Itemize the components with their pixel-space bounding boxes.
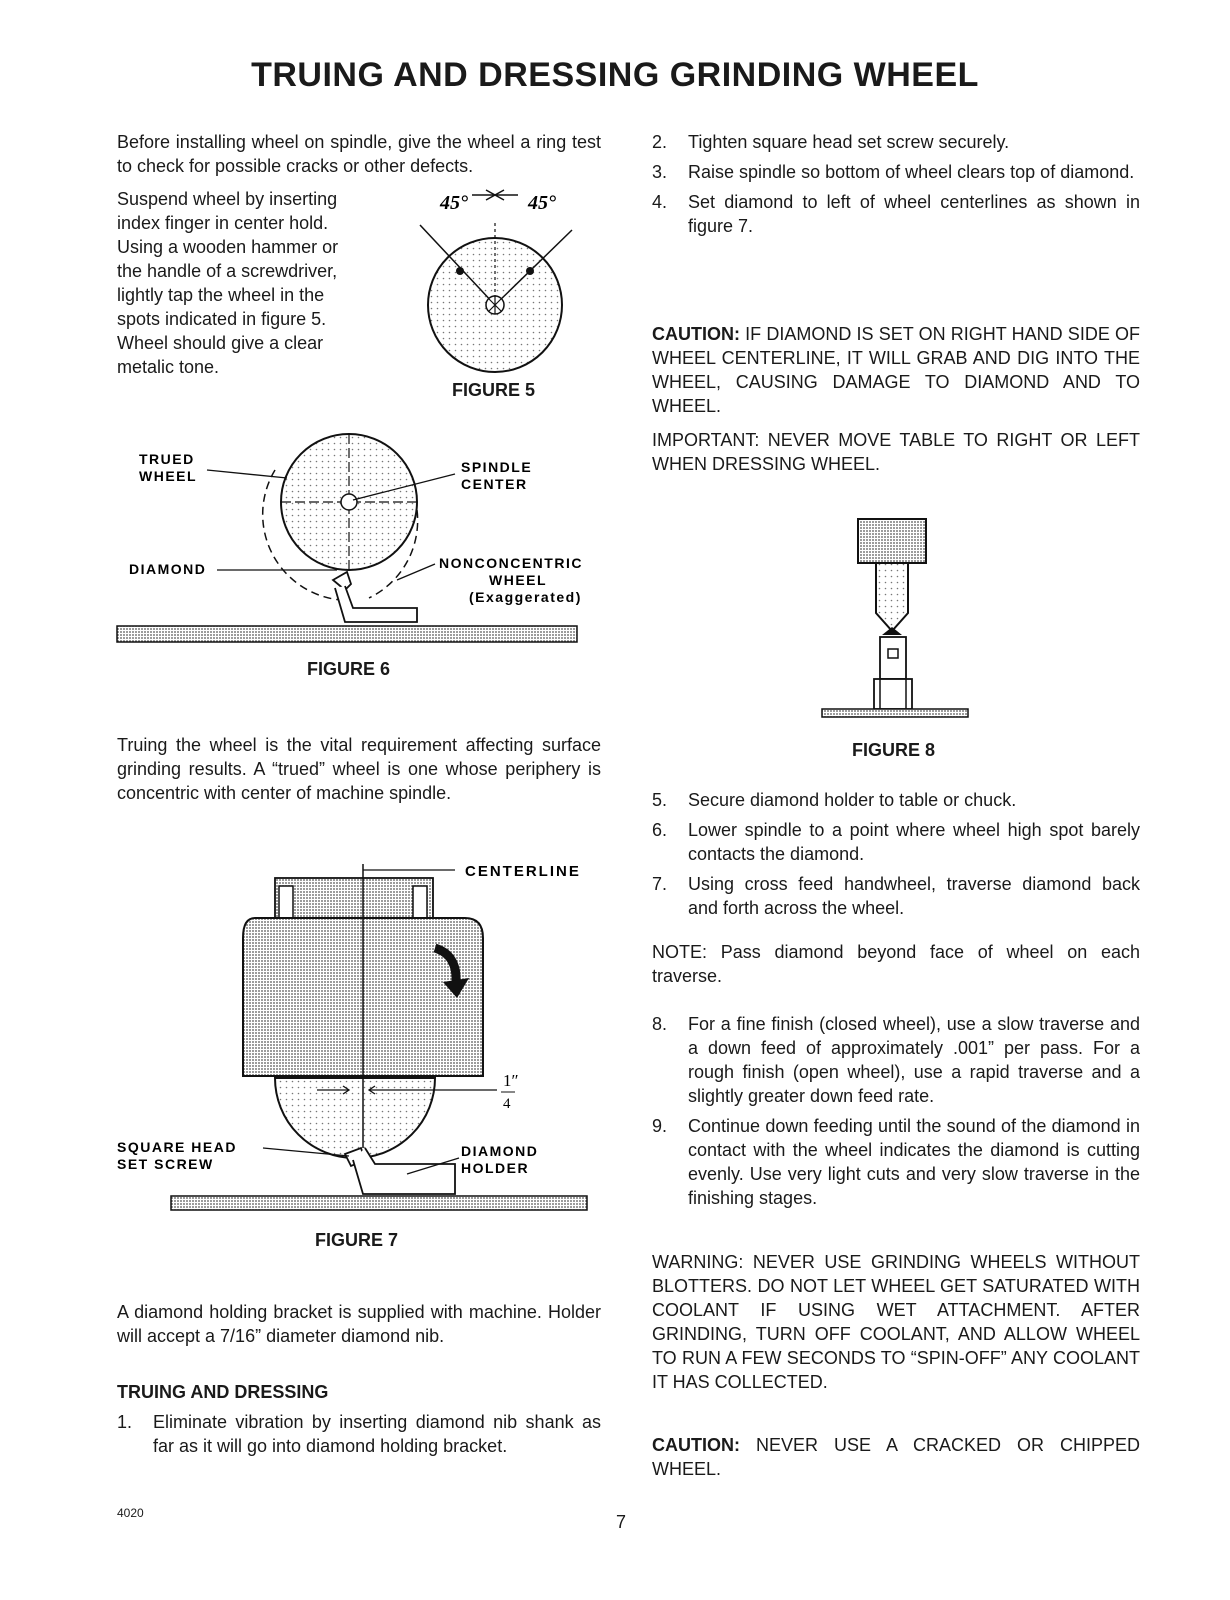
- step-number: 6.: [652, 820, 668, 840]
- figure-5-angle-left: 45°: [440, 192, 468, 214]
- step-number: 2.: [652, 132, 668, 152]
- truing-text: Truing the wheel is the vital requirement affecting surface grinding results. A “trued” wheel is one whose periphery is concentric with center of machine spindle.: [117, 735, 601, 803]
- important-text: IMPORTANT: NEVER MOVE TABLE TO RIGHT OR LEFT WHEN DRESSING WHEEL.: [652, 430, 1140, 474]
- step-text: For a fine finish (closed wheel), use a slow traverse and a down feed of approximately .001” per pass. For a rough finish (open wheel), use a rapid traverse and a slightly greater down feed rate.: [688, 1014, 1140, 1106]
- caution-final-text: NEVER USE A CRACKED OR CHIPPED WHEEL.: [652, 1435, 1140, 1479]
- step-text: Set diamond to left of wheel centerlines as shown in figure 7.: [688, 192, 1140, 236]
- figure-5-caption: FIGURE 5: [452, 380, 536, 400]
- bracket-text: A diamond holding bracket is supplied with machine. Holder will accept a 7/16” diameter diamond nib.: [117, 1302, 601, 1346]
- step-text: Using cross feed handwheel, traverse diamond back and forth across the wheel.: [688, 874, 1140, 918]
- figure-6-diamond-label: DIAMOND: [129, 561, 207, 577]
- caution-final-label: CAUTION:: [652, 1435, 740, 1455]
- figure-6-trued-label: WHEEL: [139, 468, 198, 484]
- page-title: TRUING AND DRESSING GRINDING WHEEL: [251, 56, 979, 94]
- step-item: [652, 160, 1140, 184]
- caution-paragraph: [652, 322, 1140, 418]
- caution-text: IF DIAMOND IS SET ON RIGHT HAND SIDE OF WHEEL CENTERLINE, IT WILL GRAB AND DIG INTO THE WHEEL, CAUSING DAMAGE TO DIAMOND AND TO WHEEL.: [652, 324, 1140, 416]
- caution-block: [652, 322, 1140, 486]
- bracket-paragraph: [117, 1300, 601, 1358]
- step-item: [117, 1410, 601, 1458]
- step-item: [652, 130, 1140, 154]
- suspend-line: Suspend wheel by inserting: [117, 189, 338, 209]
- step-item: [652, 788, 1140, 812]
- note-block: [652, 940, 1140, 998]
- suspend-line: the handle of a screwdriver,: [117, 261, 338, 281]
- suspend-line: lightly tap the wheel in the: [117, 285, 325, 305]
- steps-5-7: [652, 788, 1140, 926]
- figure-7-caption: FIGURE 7: [315, 1230, 399, 1250]
- suspend-line: Using a wooden hammer or: [117, 237, 339, 257]
- step-number: 7.: [652, 874, 668, 894]
- figure-7-set-screw-label: SET SCREW: [117, 1156, 214, 1172]
- figure-6-nonconcentric-label: (Exaggerated): [469, 589, 582, 605]
- figure-6-trued-label: TRUED: [139, 451, 195, 467]
- caution-label: CAUTION:: [652, 324, 740, 344]
- section-heading: TRUING AND DRESSING: [117, 1382, 329, 1402]
- warning-block: [652, 1250, 1140, 1404]
- step-item: [652, 1012, 1140, 1108]
- warning-text: WARNING: NEVER USE GRINDING WHEELS WITHOUT BLOTTERS. DO NOT LET WHEEL GET SATURATED WITH COOLANT IF USING WET ATTACHMENT. AFTER GRINDING, TURN OFF COOLANT, AND ALLOW WHEEL TO RUN A FEW SECONDS TO “SPIN-OFF” ANY COOLANT IT HAS COLLECTED.: [652, 1252, 1140, 1392]
- figure-7-fraction-denominator: 4: [503, 1096, 511, 1112]
- step-text: Continue down feeding until the sound of the diamond in contact with the wheel indicates the diamond is cutting evenly. Use very light cuts and very slow traverse in the finishing stages.: [688, 1116, 1140, 1208]
- document-code: 4020: [117, 1506, 144, 1520]
- step-number: 1.: [117, 1412, 133, 1432]
- step-item: [652, 1114, 1140, 1210]
- figure-6-spindle-label: CENTER: [461, 476, 528, 492]
- figure-7-centerline-label: CENTERLINE: [465, 863, 581, 880]
- figure-6-caption: FIGURE 6: [307, 659, 391, 679]
- step-text: Lower spindle to a point where wheel high spot barely contacts the diamond.: [688, 820, 1140, 864]
- page-number: 7: [616, 1512, 627, 1532]
- figure-7-diamond-position-diagram: [117, 858, 597, 1218]
- step-text: Raise spindle so bottom of wheel clears top of diamond.: [688, 162, 1135, 182]
- figure-7-fraction-numerator: 1″: [503, 1071, 519, 1090]
- figure-6-spindle-label: SPINDLE: [461, 459, 533, 475]
- step-text: Tighten square head set screw securely.: [688, 132, 1010, 152]
- caution-final-paragraph: [652, 1433, 1140, 1481]
- suspend-line: index finger in center hold.: [117, 213, 329, 233]
- step-number: 5.: [652, 790, 668, 810]
- intro-text: Before installing wheel on spindle, give the wheel a ring test to check for possible cracks or other defects.: [117, 132, 601, 176]
- steps-2-4: [652, 130, 1140, 244]
- figure-6-trued-wheel-diagram: [117, 430, 597, 660]
- truing-paragraph: [117, 733, 601, 815]
- figure-7-holder-label: DIAMOND: [461, 1143, 539, 1159]
- step-number: 8.: [652, 1014, 668, 1034]
- suspend-line: spots indicated in figure 5.: [117, 309, 327, 329]
- figure-7-holder-label: HOLDER: [461, 1160, 530, 1176]
- note-text: NOTE: Pass diamond beyond face of wheel on each traverse.: [652, 942, 1140, 986]
- step-item: [652, 818, 1140, 866]
- figure-5-wheel-diagram: [400, 175, 600, 385]
- figure-6-nonconcentric-label: NONCONCENTRIC: [439, 555, 583, 571]
- figure-8-diamond-holder-diagram: [818, 515, 978, 725]
- figure-6-nonconcentric-label: WHEEL: [489, 572, 548, 588]
- steps-8-9: [652, 1012, 1140, 1216]
- step-number: 3.: [652, 162, 668, 182]
- suspend-line: Wheel should give a clear: [117, 333, 324, 353]
- step-item: [652, 872, 1140, 920]
- figure-5-angle-right: 45°: [528, 192, 556, 214]
- step-number: 9.: [652, 1116, 668, 1136]
- figure-8-caption: FIGURE 8: [852, 740, 936, 760]
- suspend-paragraph: [117, 187, 367, 379]
- step-text: Secure diamond holder to table or chuck.: [688, 790, 1017, 810]
- truing-section: [117, 1380, 601, 1464]
- step-item: [652, 190, 1140, 238]
- caution-final-block: [652, 1433, 1140, 1491]
- step-number: 4.: [652, 192, 668, 212]
- step-text: Eliminate vibration by inserting diamond nib shank as far as it will go into diamond holding bracket.: [153, 1412, 601, 1456]
- figure-7-set-screw-label: SQUARE HEAD: [117, 1139, 237, 1155]
- suspend-line: metalic tone.: [117, 357, 220, 377]
